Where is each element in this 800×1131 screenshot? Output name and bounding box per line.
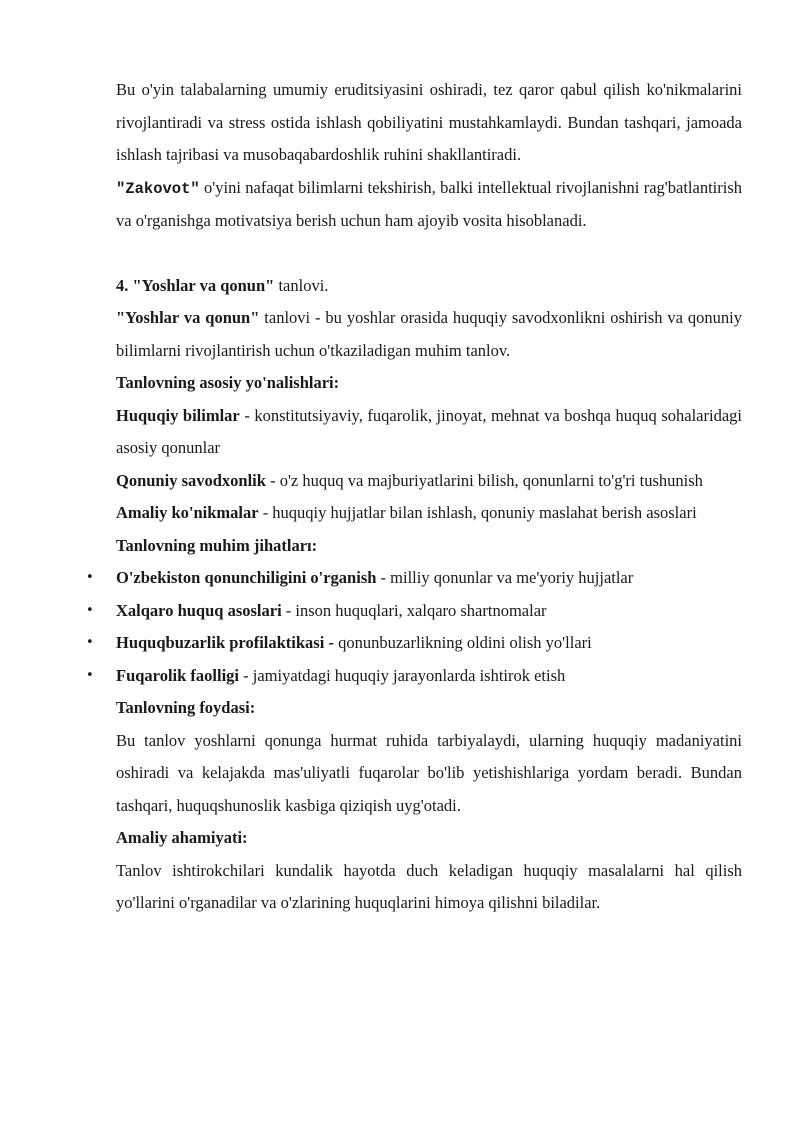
aspect-term: Xalqaro huquq asoslari (116, 600, 282, 620)
section-heading (116, 270, 742, 303)
zakovot-title: "Zakovot" (116, 179, 200, 198)
direction-item (116, 400, 742, 465)
aspects-list (86, 562, 742, 692)
aspect-text: - milliy qonunlar va me'yoriy hujjatlar (376, 568, 634, 587)
practical-heading: Amaliy ahamiyati: (116, 828, 248, 847)
aspect-text: qonunbuzarlikning oldini olish yo'llari (333, 633, 592, 652)
list-item (86, 595, 742, 628)
list-item (86, 562, 742, 595)
direction-text: - konstitutsiyaviy, fuqarolik, jinoyat, mehnat va boshqa huquq sohalaridagi asosiy qonunlar (116, 405, 742, 457)
aspect-term: O'zbekiston qonunchiligini o'rganish (116, 568, 377, 587)
list-item (86, 627, 742, 660)
direction-term: Qonuniy savodxonlik (116, 470, 266, 490)
aspect-text: - jamiyatdagi huquqiy jarayonlarda ishtirok etish (239, 665, 566, 685)
direction-item (116, 465, 742, 498)
aspect-term: Fuqarolik faolligi (116, 665, 240, 685)
section-description-bold: "Yoshlar va qonun" (116, 308, 260, 327)
section-heading-rest: tanlovi. (274, 275, 329, 295)
bullet-icon: • (86, 635, 94, 650)
direction-text: - o'z huquq va majburiyatlarini bilish, qonunlarni to'g'ri tushunish (265, 470, 703, 490)
benefit-text: Bu tanlov yoshlarni qonunga hurmat ruhida tarbiyalaydi, ularning huquqiy madaniyatini oshiradi va kelajakda mas'uliyatli fuqarolar bo'lib yetishishlariga yordam beradi. Bundan tashqari, huquqshunoslik kasbiga qiziqish uyg'otadi. (116, 730, 742, 815)
bullet-icon: • (86, 570, 94, 585)
paragraph-gap (116, 238, 742, 270)
aspect-text: - inson huquqlari, xalqaro shartnomalar (281, 600, 547, 620)
direction-text: - huquqiy hujjatlar bilan ishlash, qonuniy maslahat berish asoslari (258, 503, 697, 522)
document-page (86, 74, 742, 920)
zakovot-paragraph (116, 172, 742, 238)
zakovot-text: o'yini nafaqat bilimlarni tekshirish, balki intellektual rivojlanishni rag'batlantirish va o'rganishga motivatsiya berish uchun ham ajoyib vosita hisoblanadi. (116, 177, 742, 230)
benefit-heading: Tanlovning foydasi: (116, 698, 256, 717)
list-item (86, 660, 742, 693)
section-heading-bold: 4. "Yoshlar va qonun" (116, 275, 275, 295)
bullet-icon: • (86, 602, 94, 618)
aspects-heading: Tanlovning muhim jihatları: (116, 535, 318, 555)
directions-heading: Tanlovning asosiy yo'nalishlari: (116, 373, 340, 392)
practical-text: Tanlov ishtirokchilari kundalik hayotda duch keladigan huquqiy masalalarni hal qilish yo'llarini o'rganadilar va o'zlarining huquqlarini himoya qilishni biladilar. (116, 860, 742, 912)
intro-paragraph: Bu o'yin talabalarning umumiy eruditsiyasini oshiradi, tez qaror qabul qilish ko'nikmalarini rivojlantiradi va stress ostida ishlash qobiliyatini mustahkamlaydi. Bundan tashqari, jamoada ishlash tajribasi va musobaqabardoshlik ruhini shakllantiradi. (116, 80, 742, 164)
direction-term: Huquqiy bilimlar (116, 405, 240, 425)
direction-term: Amaliy ko'nikmalar (116, 503, 259, 522)
bullet-icon: • (86, 667, 94, 683)
section-description (116, 302, 742, 367)
aspect-term: Huquqbuzarlik profilaktikasi - (116, 633, 334, 652)
direction-item (116, 497, 742, 530)
section-description-text: tanlovi - bu yoshlar orasida huquqiy savodxonlikni oshirish va qonuniy bilimlarni rivojlantirish uchun o'tkaziladigan muhim tanlov. (116, 308, 742, 360)
